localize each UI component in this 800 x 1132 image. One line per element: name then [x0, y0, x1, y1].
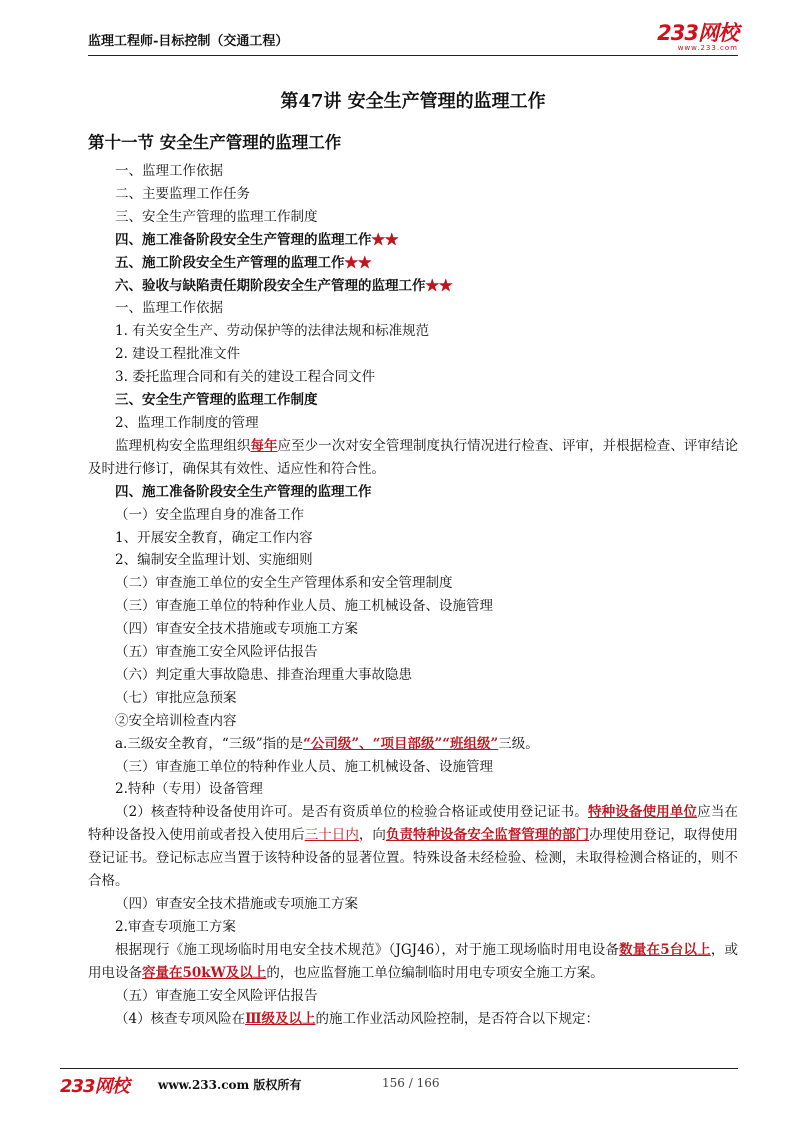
star-rating: ★★	[371, 231, 399, 248]
outline-item-text: 五、施工阶段安全生产管理的监理工作	[115, 254, 345, 271]
header-title: 监理工程师-目标控制（交通工程）	[88, 34, 289, 49]
subheading: （五）审查施工安全风险评估报告	[115, 644, 318, 661]
document-body	[88, 88, 738, 1030]
text-run: 的，也应监督施工单位编制临时用电专项安全施工方案。	[266, 964, 604, 981]
list-item: 3. 委托监理合同和有关的建设工程合同文件	[115, 369, 376, 386]
subheading: 2、监理工作制度的管理	[115, 414, 259, 431]
outline-item-text: 四、施工准备阶段安全生产管理的监理工作	[115, 231, 372, 248]
list-item: 1、开展安全教育，确定工作内容	[115, 529, 313, 546]
text-run: 的施工作业活动风险控制，是否符合以下规定：	[315, 1010, 600, 1027]
outline-item: 一、监理工作依据	[115, 163, 223, 179]
text-run: a.三级安全教育，“三级”指的是	[115, 735, 304, 752]
subheading: （四）审查安全技术措施或专项施工方案	[115, 621, 358, 638]
text-run: （2）核查特种设备使用许可。是否有资质单位的检验合格证或使用登记证书。	[115, 804, 588, 821]
outline-item	[88, 275, 738, 298]
text-run: ，向	[358, 827, 386, 844]
section-title: 第十一节 安全生产管理的监理工作	[88, 133, 342, 152]
footer-divider	[60, 1068, 738, 1069]
star-rating: ★★	[344, 254, 372, 271]
subheading: （五）审查施工安全风险评估报告	[115, 987, 318, 1004]
text-run: （4）核查专项风险在	[115, 1010, 246, 1027]
page-footer	[60, 1072, 738, 1096]
star-rating: ★★	[425, 277, 453, 294]
highlight: 三十日内	[304, 827, 359, 844]
subheading: （三）审查施工单位的特种作业人员、施工机械设备、设施管理	[115, 758, 493, 775]
footer-logo: 233网校	[60, 1076, 129, 1097]
subheading: （二）审查施工单位的安全生产管理体系和安全管理制度	[115, 575, 453, 592]
outline-item-text: 六、验收与缺陷责任期阶段安全生产管理的监理工作	[115, 277, 426, 294]
logo-text: 233网校	[657, 21, 738, 45]
highlight: 数量在5台以上	[619, 941, 711, 958]
text-run: 监理机构安全监理组织	[115, 437, 251, 454]
subheading: （六）判定重大事故隐患、排查治理重大事故隐患	[115, 666, 412, 683]
outline-item: 三、安全生产管理的监理工作制度	[115, 208, 318, 225]
text-run: ，或用电设备	[88, 941, 738, 981]
footer-copyright: www.233.com 版权所有	[158, 1078, 302, 1092]
subheading: （三）审查施工单位的特种作业人员、施工机械设备、设施管理	[115, 598, 493, 615]
list-item: 2. 建设工程批准文件	[115, 346, 241, 363]
page-header	[88, 22, 738, 54]
list-item: 2.审查专项施工方案	[115, 918, 236, 935]
text-run: 办理使用登记，取得使用登记证书。登记标志应当置于该特种设备的显著位置。特殊设备未经检验、检测，未取得检测合格证的，则不合格。	[88, 827, 739, 890]
text-run: 根据现行《施工现场临时用电安全技术规范》（JGJ46），对于施工现场临时用电设备	[115, 941, 620, 958]
highlight: 特种设备使用单位	[587, 804, 698, 821]
page-number: 156 / 166	[382, 1076, 440, 1090]
subheading: （四）审查安全技术措施或专项施工方案	[115, 896, 358, 912]
outline-item	[88, 252, 738, 275]
highlight: 容量在50kW及以上	[142, 964, 267, 981]
highlight: “公司级”、“项目部级”“班组级”	[303, 735, 499, 752]
highlight: 负责特种设备安全监督管理的部门	[385, 827, 590, 844]
list-item	[88, 1008, 738, 1031]
outline-item: 二、主要监理工作任务	[115, 185, 250, 202]
list-item	[88, 733, 738, 756]
heading: 三、安全生产管理的监理工作制度	[115, 392, 318, 409]
subheading: （七）审批应急预案	[115, 689, 237, 706]
brand-logo	[654, 22, 738, 52]
list-item: 2、编制安全监理计划、实施细则	[115, 552, 313, 569]
highlight: 每年	[250, 437, 278, 454]
logo-url: www.233.com	[677, 44, 738, 52]
paragraph	[88, 939, 738, 985]
list-item: ②安全培训检查内容	[115, 712, 237, 729]
list-item: 2.特种（专用）设备管理	[115, 781, 263, 798]
text-run: 应当在特种设备投入使用前或者投入使用后	[88, 804, 739, 844]
outline-item	[88, 229, 738, 252]
list-item: 1. 有关安全生产、劳动保护等的法律法规和标准规范	[115, 323, 430, 340]
highlight: Ⅲ级及以上	[245, 1010, 316, 1027]
header-divider	[88, 55, 738, 56]
text-run: 三级。	[498, 735, 539, 752]
subheading: （一）安全监理自身的准备工作	[115, 506, 304, 523]
paragraph	[88, 435, 738, 481]
heading: 四、施工准备阶段安全生产管理的监理工作	[115, 483, 372, 500]
paragraph	[88, 801, 738, 893]
heading: 一、监理工作依据	[115, 300, 223, 317]
text-run: 应至少一次对安全管理制度执行情况进行检查、评审，并根据检查、评审结论及时进行修订，确保其有效性、适应性和符合性。	[88, 437, 739, 477]
lecture-title: 第47讲 安全生产管理的监理工作	[280, 91, 546, 112]
